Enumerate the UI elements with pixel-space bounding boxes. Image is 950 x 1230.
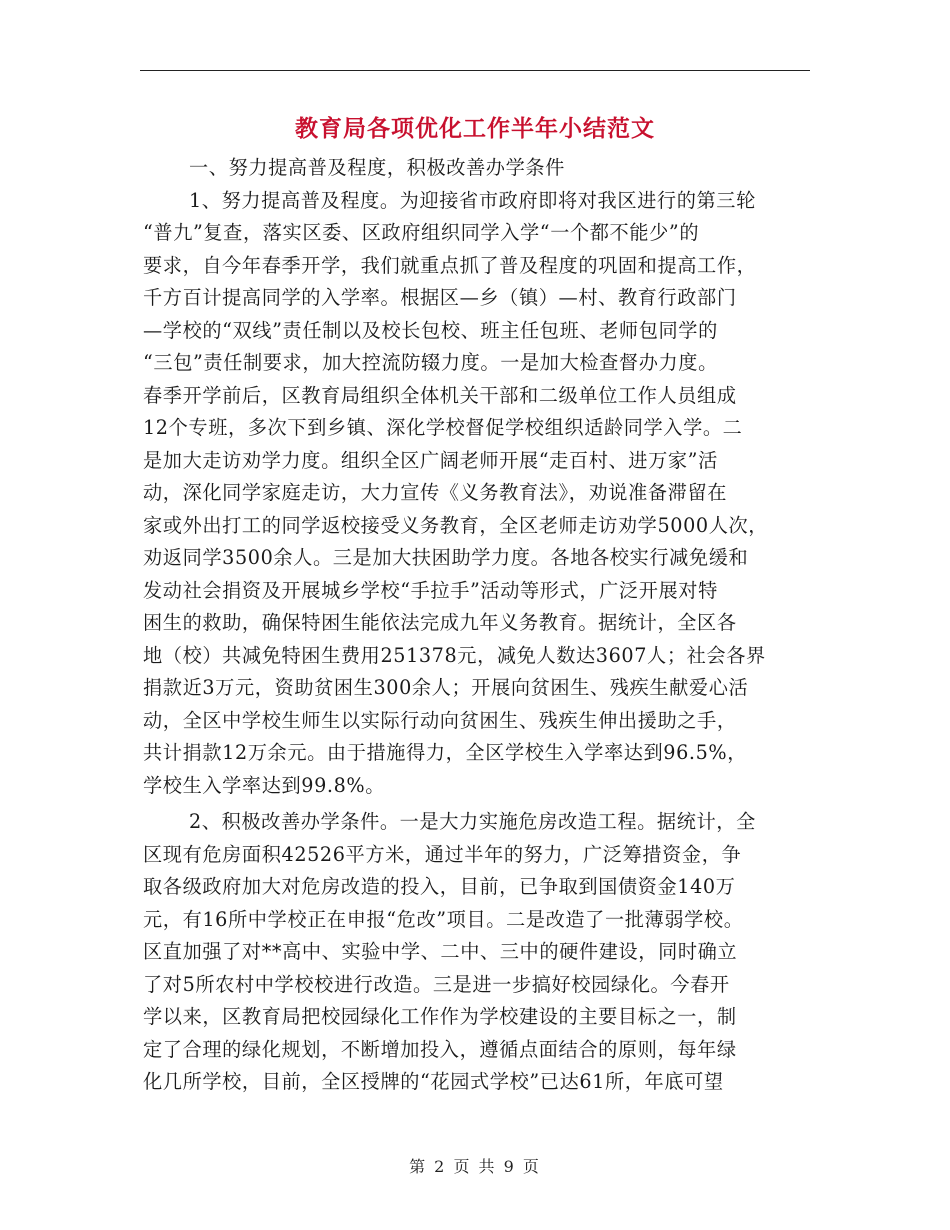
paragraph-line: 1、努力提高普及程度。为迎接省市政府即将对我区进行的第三轮 xyxy=(189,188,756,212)
paragraph-line: 区直加强了对**高中、实验中学、二中、三中的硬件建设，同时确立 xyxy=(143,940,738,963)
paragraph-line: 要求，自今年春季开学，我们就重点抓了普及程度的巩固和提高工作， xyxy=(143,253,757,277)
paragraph-line: 家或外出打工的同学返校接受义务教育，全区老师走访劝学5000人次， xyxy=(143,513,769,537)
paragraph-line: 是加大走访劝学力度。组织全区广阔老师开展“走百村、进万家”活 xyxy=(143,448,718,472)
paragraph-line: “普九”复查，落实区委、区政府组织同学入学“一个都不能少”的 xyxy=(143,221,700,244)
paragraph-line: —学校的“双线”责任制以及校长包校、班主任包班、老师包同学的 xyxy=(143,318,718,342)
paragraph-line: 元，有16所中学校正在申报“危改”项目。二是改造了一批薄弱学校。 xyxy=(143,907,744,931)
paragraph-line: 发动社会捐资及开展城乡学校“手拉手”活动等形式，广泛开展对特 xyxy=(143,578,718,602)
paragraph-line: 学以来，区教育局把校园绿化工作作为学校建设的主要目标之一，制 xyxy=(143,1005,737,1028)
header-rule xyxy=(140,70,810,71)
paragraph-line: 共计捐款12万余元。由于措施得力，全区学校生入学率达到96.5%， xyxy=(143,741,748,764)
paragraph-line: 定了合理的绿化规划，不断增加投入，遵循点面结合的原则，每年绿 xyxy=(143,1037,737,1061)
section-heading: 一、努力提高普及程度，积极改善办学条件 xyxy=(189,156,565,179)
page-number: 第 2 页 共 9 页 xyxy=(409,1157,541,1176)
paragraph-line: 学校生入学率达到99.8%。 xyxy=(143,773,386,797)
paragraph-line: 动，深化同学家庭走访，大力宣传《义务教育法》，劝说准备滞留在 xyxy=(143,481,728,504)
document-title: 教育局各项优化工作半年小结范文 xyxy=(295,115,655,142)
paragraph-line: “三包”责任制要求，加大控流防辍力度。一是加大检查督办力度。 xyxy=(143,351,718,374)
paragraph-line: 捐款近3万元，资助贫困生300余人；开展向贫困生、残疾生献爱心活 xyxy=(143,676,749,699)
paragraph-line: 了对5所农村中学校校进行改造。三是进一步搞好校园绿化。今春开 xyxy=(143,972,730,996)
paragraph-line: 动，全区中学校生师生以实际行动向贫困生、残疾生伸出援助之手， xyxy=(143,708,737,732)
paragraph-line: 困生的救助，确保特困生能依法完成九年义务教育。据统计，全区各 xyxy=(143,611,737,634)
paragraph-line: 春季开学前后，区教育局组织全体机关干部和二级单位工作人员组成 xyxy=(143,383,737,407)
paragraph-line: 2、积极改善办学条件。一是大力实施危房改造工程。据统计，全 xyxy=(189,810,756,833)
paragraph-line: 千方百计提高同学的入学率。根据区—乡（镇）—村、教育行政部门 xyxy=(143,286,737,309)
paragraph-line: 地（校）共减免特困生费用251378元，减免人数达3607人；社会各界 xyxy=(143,643,766,667)
paragraph-line: 劝返同学3500余人。三是加大扶困助学力度。各地各校实行减免缓和 xyxy=(143,546,749,569)
document-body xyxy=(143,152,810,1099)
paragraph-line: 化几所学校，目前，全区授牌的“花园式学校”已达61所，年底可望 xyxy=(143,1070,724,1093)
paragraph-line: 取各级政府加大对危房改造的投入，目前，已争取到国债资金140万 xyxy=(143,875,736,898)
paragraph-line: 区现有危房面积42526平方米，通过半年的努力，广泛筹措资金，争 xyxy=(143,842,742,866)
paragraph-line: 12个专班，多次下到乡镇、深化学校督促学校组织适龄同学入学。二 xyxy=(143,416,743,439)
